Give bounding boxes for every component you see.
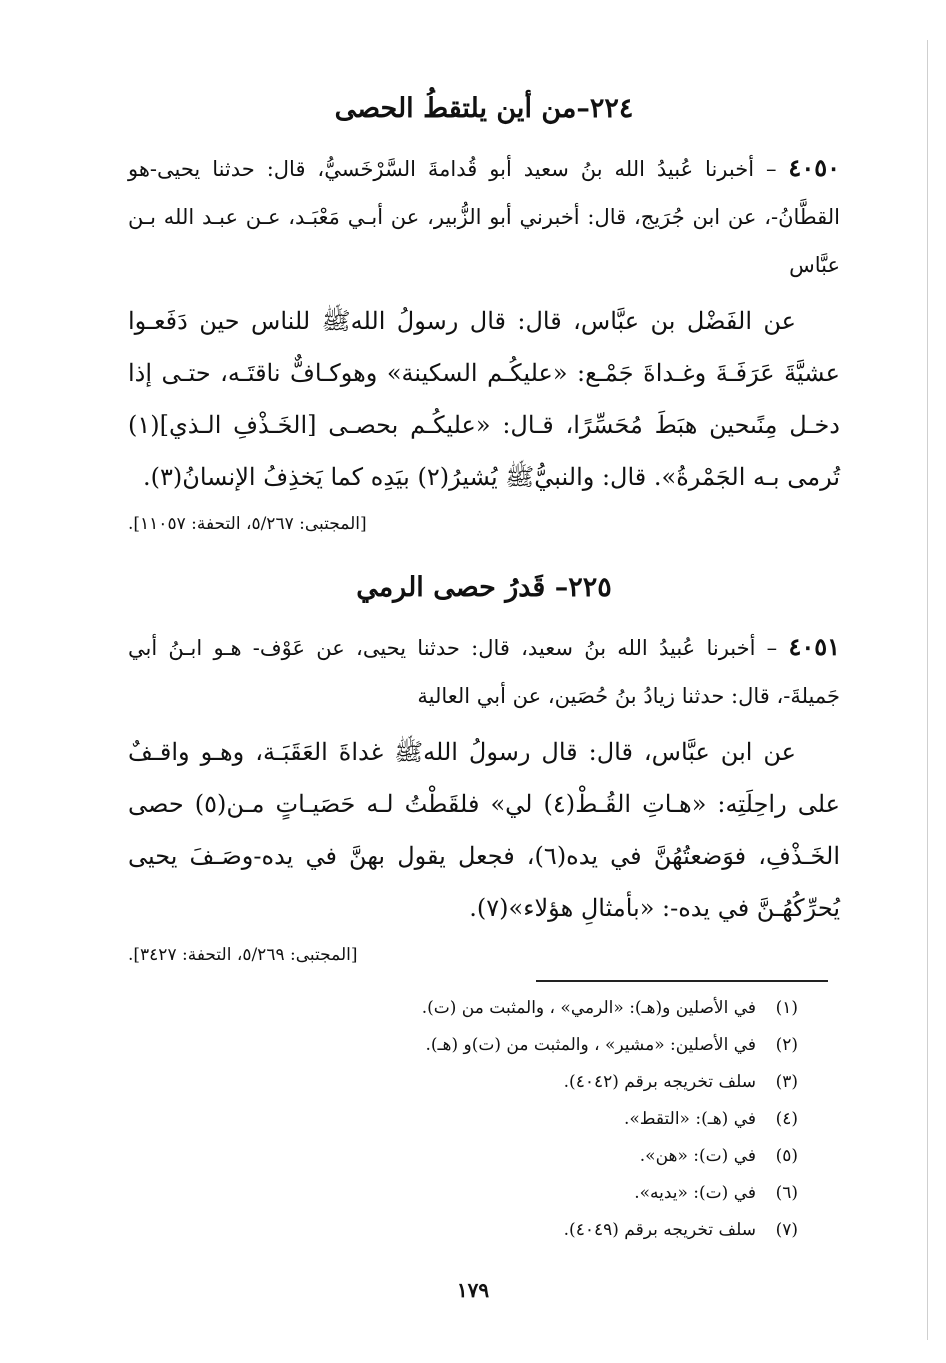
footnotes: [238, 990, 798, 1249]
footnote-number: (٣): [775, 1072, 798, 1092]
footnote-number: (٤): [775, 1109, 798, 1129]
footnote-text: سلف تخريجه برقم (٤٠٤٢).: [563, 1072, 756, 1092]
footnote-3: [238, 1064, 798, 1101]
footnote-4: [238, 1101, 798, 1138]
page-edge-line: [927, 40, 928, 1340]
footnote-number: (٦): [775, 1183, 798, 1203]
footnote-number: (٥): [775, 1146, 798, 1166]
reference-4050: [128, 509, 840, 539]
footnote-text: في (هـ): «التقط».: [623, 1109, 756, 1129]
footnote-text: في الأصلين: «مشير» ، والمثبت من (ت)و (هـ).: [425, 1035, 756, 1055]
hadith-number: ٤٠٥١: [788, 632, 840, 661]
footnote-text: في (ت): «هن».: [639, 1146, 756, 1166]
hadith-isnad-4050: [128, 144, 840, 289]
footnote-5: [238, 1138, 798, 1175]
footnote-number: (٧): [775, 1220, 798, 1240]
reference-text: [المجتبى: ٥/٢٦٧، التحفة: ١١٠٥٧].: [128, 514, 367, 534]
footnote-1: [238, 990, 798, 1027]
footnote-number: (٢): [775, 1035, 798, 1055]
isnad-text: – أخبرنا عُبيدُ الله بنُ سعيد، قال: حدثنا يحيى، عن عَوْف- هـو ابـنُ أبي جَميلةَ-، قال: حدثنا زيادُ بنُ حُصَين، عن أبي العالية: [128, 636, 840, 708]
footnote-6: [238, 1175, 798, 1212]
footnote-text: في الأصلين و(هـ): «الرمي» ، والمثبت من (ت).: [421, 998, 756, 1018]
page-number: ١٧٩: [456, 1278, 490, 1302]
isnad-text: – أخبرنا عُبيدُ الله بنُ سعيد أبو قُدامةَ السَّرْخَسيُّ، قال: حدثنا يحيى-هو القطَّانُ-، عن ابن جُرَيج، قال: أخبرني أبو الزُّبير، عن أبـي مَعْبَـد، عـن عبـد الله بـن عبَّاس: [128, 157, 840, 277]
reference-4051: [128, 940, 840, 970]
hadith-matn-4051: [128, 726, 840, 934]
footnote-separator: [536, 980, 828, 982]
reference-text: [المجتبى: ٥/٢٦٩، التحفة: ٣٤٢٧].: [128, 945, 358, 965]
hadith-isnad-4051: [128, 623, 840, 720]
footnote-text: سلف تخريجه برقم (٤٠٤٩).: [563, 1220, 756, 1240]
chapter-title-224: ٢٢٤–من أين يلتقطُ الحصى: [334, 93, 634, 124]
footnote-text: في (ت): «يديه».: [634, 1183, 756, 1203]
section-gap: [128, 539, 840, 567]
main-text: [128, 88, 840, 970]
chapter-title-225: ٢٢٥– قَدرُ حصى الرمي: [356, 572, 612, 603]
hadith-matn-4050: [128, 295, 840, 503]
hadith-number: ٤٠٥٠: [788, 153, 840, 182]
matn-text: عن الفَضْل بن عبَّاس، قال: قال رسولُ اللهﷺ للناس حين دَفَعـوا عشيَّةَ عَرَفَـةَ وغـداةَ جَمْـع: «عليكُـم السكينة» وهوكـافٌّ ناقتَـه، حتـى إذا دخـل مِنًىحين هبَطَ مُحَسِّرًا، قـال: «عليكُـم بحصـى [الخَـذْفِ الـذي](١) تُرمى بـه الجَمْرةُ». قال: والنبيُّﷺ يُشيرُ(٢) بيَدِه كما يَخذِفُ الإنسانُ(٣).: [128, 307, 840, 491]
footnote-2: [238, 1027, 798, 1064]
footnote-7: [238, 1212, 798, 1249]
matn-text: عن ابن عبَّاس، قال: قال رسولُ اللهﷺ غداةَ العَقَبَـة، وهـو واقـفٌ على راحِلَتِه: «هـاتِ القُـطْ(٤) لي» فلقَطْتُ لـه حَصَيـاتٍ مـن(٥) حصى الخَـذْفِ، فوَضعتُهُنَّ في يده(٦)، فجعل يقول بهنَّ في يده-وصَـفَ يحيى يُحرِّكُهُـنَّ في يده-: «بأمثالِ هؤلاء»(٧).: [128, 738, 840, 922]
footnote-number: (١): [775, 998, 798, 1018]
